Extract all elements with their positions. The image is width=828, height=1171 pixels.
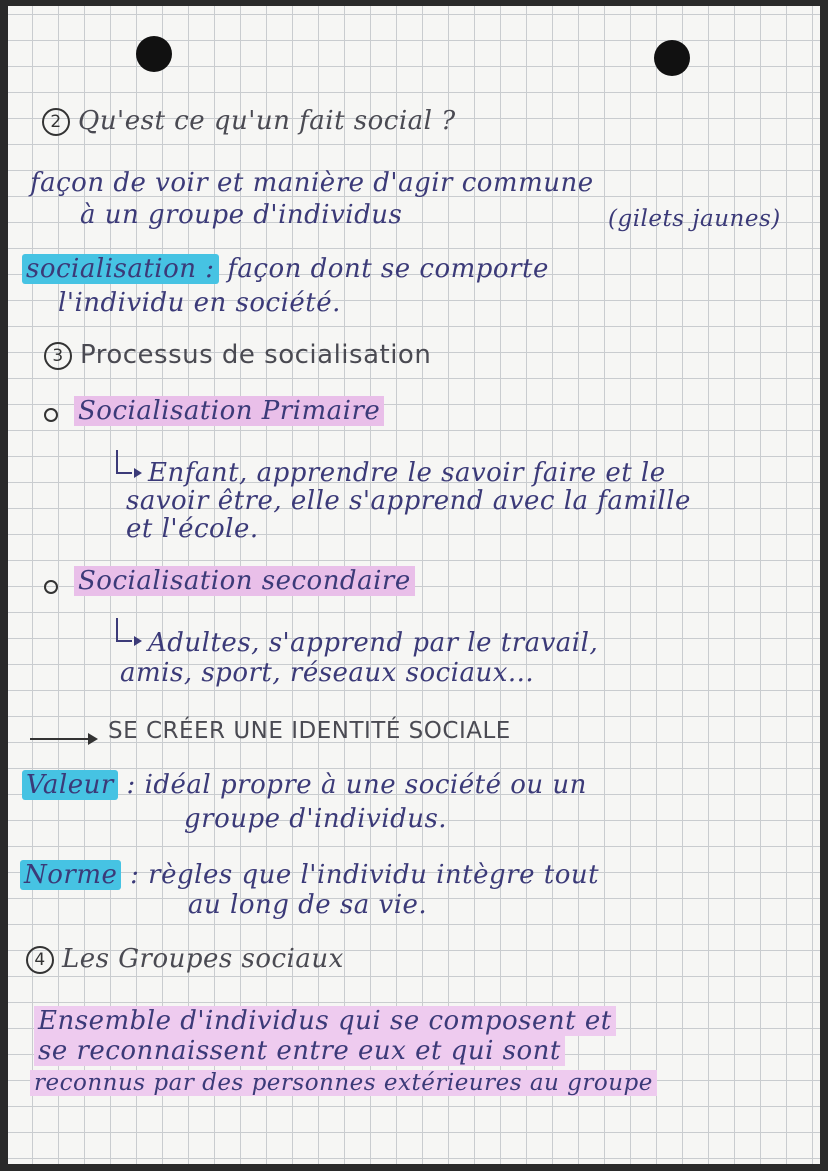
norme-definition [20,860,599,890]
fait-social-line-1: façon de voir et manière d'agir commune [30,168,594,198]
punch-hole-left [136,36,172,72]
notebook-page [8,6,820,1164]
conclusion-text: SE CRÉER UNE IDENTITÉ SOCIALE [108,718,511,744]
primary-line-3: et l'école. [126,514,259,544]
section-3-heading [44,340,431,370]
hook-arrow-icon [116,450,132,474]
norme-term: Norme [20,860,121,890]
section-title: Les Groupes sociaux [62,944,344,974]
hook-arrow-icon [116,618,132,642]
secondary-label: Socialisation secondaire [74,566,415,596]
norme-sep: : [130,860,140,890]
section-title: Qu'est ce qu'un fait social ? [78,106,456,136]
secondary-line-2: amis, sport, réseaux sociaux... [120,658,535,688]
primary-line-2: savoir être, elle s'apprend avec la famille [126,486,691,516]
section-title: Processus de socialisation [80,340,432,370]
valeur-line-2: groupe d'individus. [184,804,448,834]
groupes-line-3: reconnus par des personnes extérieures au groupe [30,1070,657,1096]
section-2-heading [42,106,456,136]
socialisation-line-2: l'individu en société. [58,288,341,318]
groupes-line-2: se reconnaissent entre eux et qui sont [34,1036,565,1066]
socialisation-term: socialisation : [22,254,219,284]
valeur-term: Valeur [22,770,118,800]
valeur-sep: : [126,770,136,800]
section-number: 2 [42,108,70,136]
bullet-secondary [44,580,58,594]
valeur-line-1: idéal propre à une société ou un [144,770,587,800]
socialisation-definition [22,254,549,284]
right-arrow-icon [30,738,96,740]
fait-social-line-2: à un groupe d'individus [80,200,403,230]
primary-label-row [74,396,384,426]
bullet-primary [44,408,58,422]
groupes-line-1: Ensemble d'individus qui se composent et [34,1006,616,1036]
norme-line-1: règles que l'individu intègre tout [148,860,600,890]
primary-line-1: Enfant, apprendre le savoir faire et le [148,458,666,488]
section-number: 3 [44,342,72,370]
fait-social-example: (gilets jaunes) [608,206,781,232]
primary-label: Socialisation Primaire [74,396,384,426]
norme-line-2: au long de sa vie. [188,890,428,920]
valeur-definition [22,770,587,800]
secondary-line-1: Adultes, s'apprend par le travail, [148,628,599,658]
secondary-label-row [74,566,415,596]
section-4-heading [26,944,344,974]
socialisation-line-1: façon dont se comporte [227,254,549,284]
punch-hole-right [654,40,690,76]
section-number: 4 [26,946,54,974]
